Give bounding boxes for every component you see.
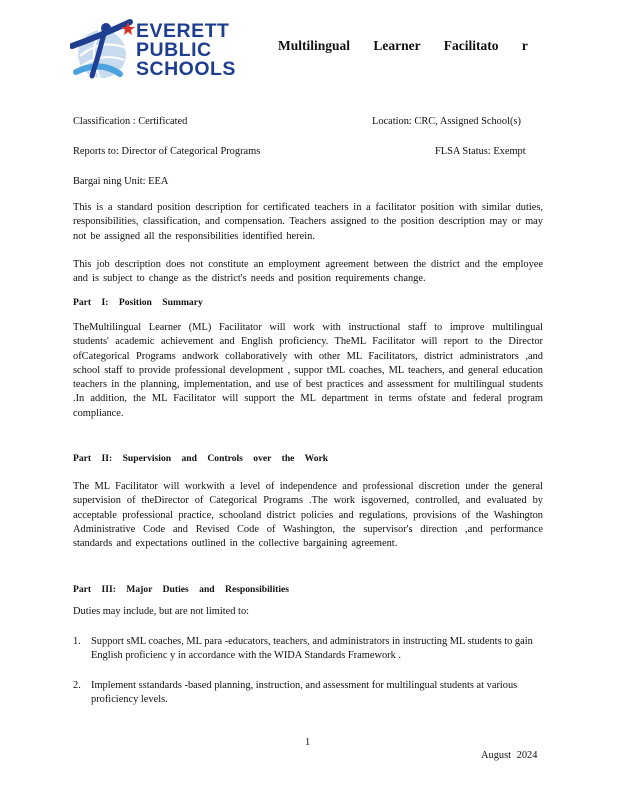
part2-heading: Part II: Supervision and Controls over the Work xyxy=(73,453,329,464)
list-item xyxy=(73,635,543,664)
logo-line: SCHOOLS xyxy=(136,58,236,80)
reports-to-text: Reports to: Director of Categorical Programs xyxy=(73,146,261,157)
logo-wordmark xyxy=(136,22,236,79)
part3-heading: Part III: Major Duties and Responsibilities xyxy=(73,584,289,595)
revision-date: August 2024 xyxy=(481,750,538,761)
list-item-number: 2. xyxy=(73,680,81,691)
list-item xyxy=(73,679,543,708)
list-item-text: Implement sstandards -based planning, instruction, and assessment for multilingual students at various proficiency levels. xyxy=(91,680,518,706)
part1-paragraph: TheMultilingual Learner (ML) Facilitator will work with instructional staff to improve multilingual students' academic achievement and English proficiency. TheML Facilitator will report to the Director ofCategorical Programs andwork collaboratively with other ML Facilitators, district administrators ,and school staff to provide professional development , suppor tML coaches, ML teachers, and general education teachers in the planning, implementation, and use of best practices and assessment for multilingual students .In addition, the ML Facilitator will support the ML department in terms ofstate and federal program compliance. xyxy=(73,322,543,419)
part2-paragraph: The ML Facilitator will workwith a level of independence and professional discretion under the general supervision of theDirector of Categorical Programs .The work isgoverned, controlled, and evaluated by acceptable professional practice, schooland district policies and regulations, provisions of the Washington Administrative Code and Revised Code of Washington, the supervisor's direction ,and performance standards and expectations outlined in the collective bargaining agreement. xyxy=(73,481,543,550)
bargaining-unit-text: Bargai ning Unit: EEA xyxy=(73,176,169,187)
flsa-status-text: FLSA Status: Exempt xyxy=(435,146,526,157)
logo-line: PUBLIC xyxy=(136,39,212,61)
location-text: Location: CRC, Assigned School(s) xyxy=(372,116,521,127)
list-item-text: Support sML coaches, ML para -educators, teachers, and administrators in instructing ML students to gain English proficienc y in accordance with the WIDA Standards Framework . xyxy=(91,636,533,662)
duties-intro-text: Duties may include, but are not limited to: xyxy=(73,606,250,617)
classification-text: Classification : Certificated xyxy=(73,116,188,127)
part1-heading: Part I: Position Summary xyxy=(73,297,203,308)
page-number: 1 xyxy=(305,737,311,748)
globe-figure-icon xyxy=(70,16,136,86)
intro-paragraph: This is a standard position description for certificated teachers in a facilitator position with similar duties, responsibilities, classification, and compensation. Teachers assigned to the position description may or may not be assigned all the responsibilities identified herein. xyxy=(73,202,543,242)
logo-line: EVERETT xyxy=(136,20,230,42)
document-title: Multilingual Learner Facilitato r xyxy=(278,38,528,53)
district-logo xyxy=(70,16,240,86)
disclaimer-paragraph: This job description does not constitute an employment agreement between the district and the employee and is subject to change as the district's needs and position requirements change. xyxy=(73,259,543,285)
list-item-number: 1. xyxy=(73,636,81,647)
